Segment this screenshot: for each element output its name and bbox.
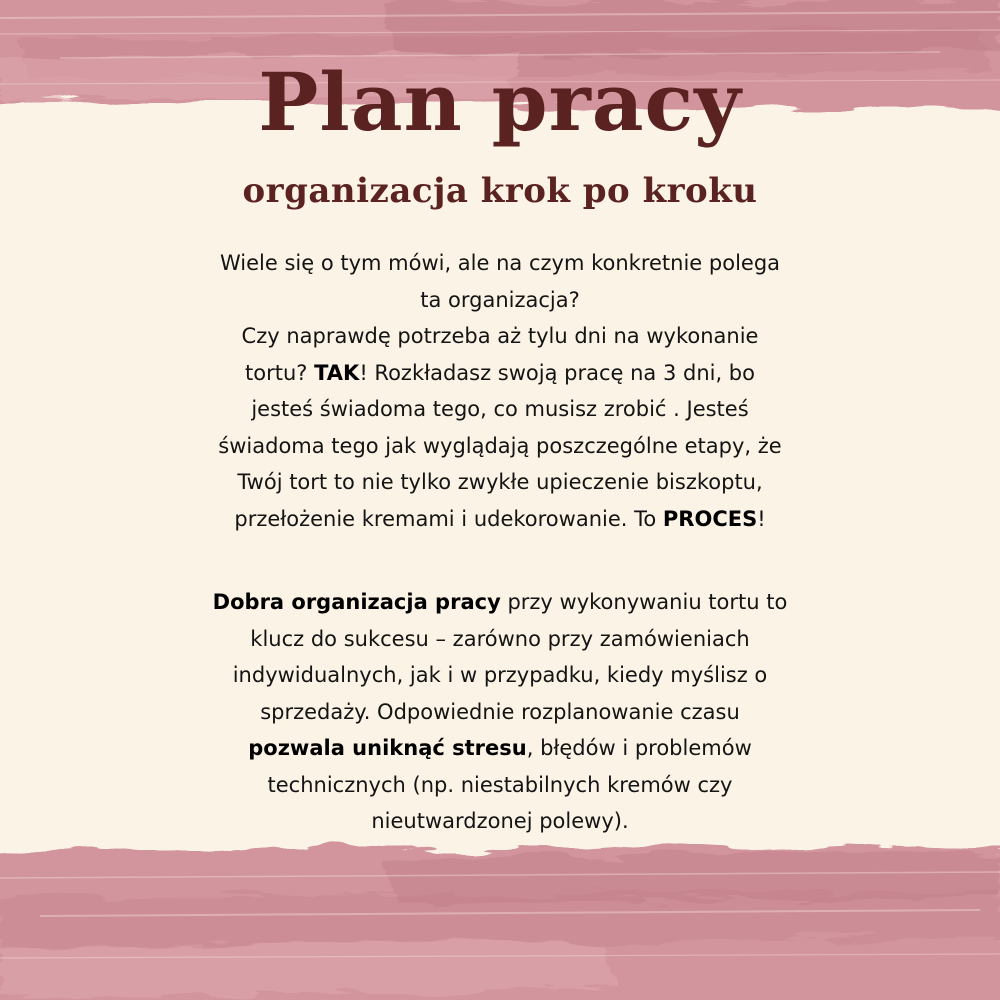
text-line: technicznych (np. niestabilnych kremów czy — [267, 772, 733, 797]
text-span: tortu? — [245, 360, 315, 385]
page-subtitle: organizacja krok po kroku — [242, 171, 758, 211]
text-line — [170, 355, 830, 392]
text-line — [170, 501, 830, 538]
text-line — [170, 584, 830, 621]
organization-paragraph — [170, 584, 830, 840]
text-line: Czy naprawdę potrzeba aż tylu dni na wykonanie — [241, 324, 759, 348]
text-line: klucz do sukcesu – zarówno przy zamówieniach — [250, 626, 750, 651]
text-line: ta organizacja? — [420, 287, 580, 312]
text-line: jesteś świadoma tego, co musisz zrobić . Jesteś — [251, 397, 749, 421]
text-line: świadoma tego jak wyglądają poszczególne etapy, że — [218, 433, 782, 458]
text-span: ! — [757, 506, 766, 531]
emphasis-unikniecie-stresu: pozwala uniknąć stresu — [248, 736, 527, 760]
text-line: Wiele się o tym mówi, ale na czym konkretnie polega — [219, 251, 781, 275]
text-span: przełożenie kremami i udekorowanie. To — [234, 506, 663, 531]
page-title: Plan pracy — [258, 55, 742, 149]
emphasis-tak: TAK — [314, 360, 360, 385]
text-line: sprzedaży. Odpowiednie rozplanowanie czasu — [260, 699, 740, 724]
text-line: nieutwardzonej polewy). — [371, 809, 629, 833]
emphasis-dobra-organizacja: Dobra organizacja pracy — [212, 590, 501, 614]
text-span: przy wykonywaniu tortu to — [500, 590, 788, 614]
text-span: , błędów i problemów — [526, 736, 752, 760]
text-line: Twój tort to nie tylko zwykłe upieczenie biszkoptu, — [237, 470, 763, 494]
bottom-brush-decoration — [0, 838, 1000, 1000]
emphasis-proces: PROCES — [662, 506, 758, 531]
text-span: ! Rozkładasz swoją pracę na 3 dni, bo — [359, 360, 755, 385]
text-line — [170, 730, 830, 767]
intro-paragraph — [170, 245, 830, 537]
text-line: indywidualnych, jak i w przypadku, kiedy myślisz o — [232, 663, 768, 687]
